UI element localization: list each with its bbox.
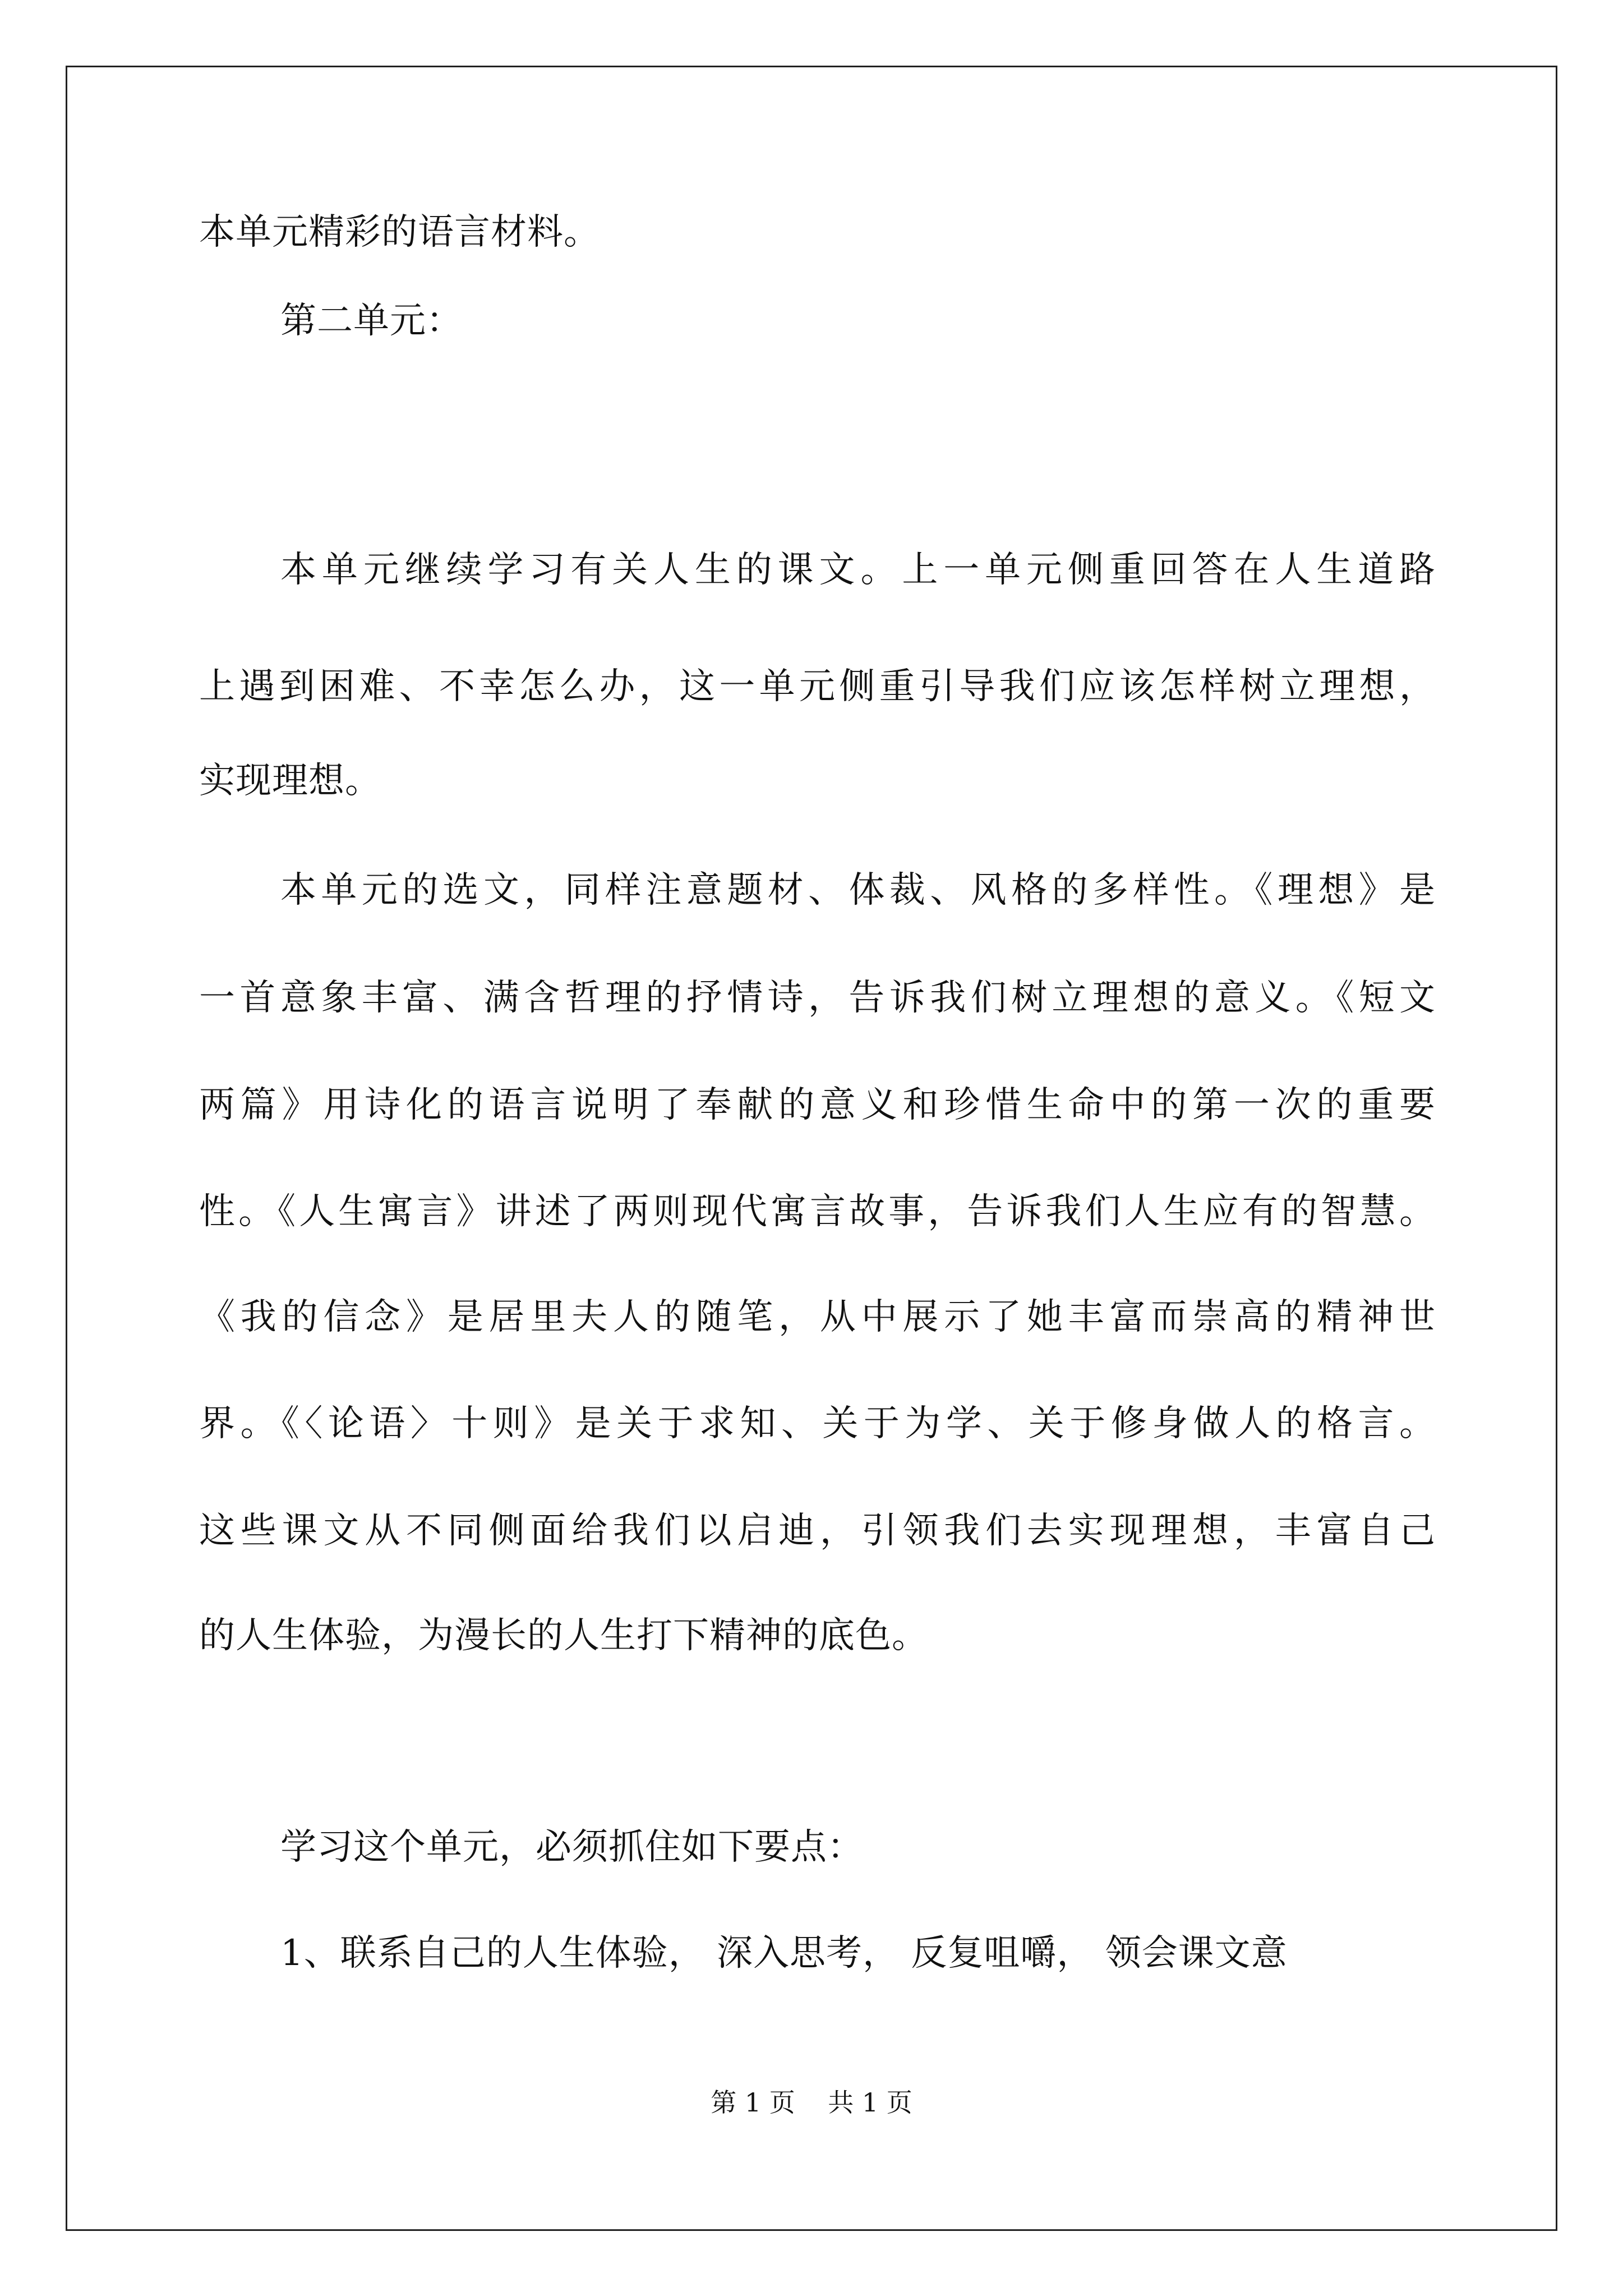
section-heading: 第二单元： [280,300,463,342]
paragraph-line-8: 性。《人生寓言》讲述了两则现代寓言故事，告诉我们人生应有的智慧。 [199,1191,1436,1232]
paragraph-line-6: 一首意象丰富、满含哲理的抒情诗，告诉我们树立理想的意义。《短文 [199,977,1436,1019]
paragraph-line-13: 学习这个单元，必须抓住如下要点： [280,1826,864,1868]
paragraph-line-1: 本单元精彩的语言材料。 [199,211,600,253]
paragraph-line-4: 实现理想。 [199,760,381,802]
paragraph-line-5: 本单元的选文，同样注意题材、体裁、风格的多样性。《理想》是 [280,869,1436,911]
paragraph-line-12: 的人生体验，为漫长的人生打下精神的底色。 [199,1615,928,1657]
page-border [66,66,1557,2231]
page-footer: 第 1 页 共 1 页 [711,2087,912,2118]
paragraph-line-10: 界。《〈论语〉十则》是关于求知、关于为学、关于修身做人的格言。 [199,1403,1436,1444]
paragraph-line-9: 《我的信念》是居里夫人的随笔，从中展示了她丰富而崇高的精神世 [199,1296,1436,1338]
paragraph-line-2: 本单元继续学习有关人生的课文。上一单元侧重回答在人生道路 [280,549,1436,591]
paragraph-line-7: 两篇》用诗化的语言说明了奉献的意义和珍惜生命中的第一次的重要 [199,1084,1436,1126]
paragraph-line-11: 这些课文从不同侧面给我们以启迪，引领我们去实现理想，丰富自己 [199,1510,1436,1552]
paragraph-line-14: 1、联系自己的人生体验， 深入思考， 反复咀嚼， 领会课文意 [280,1932,1288,1974]
paragraph-line-3: 上遇到困难、不幸怎么办，这一单元侧重引导我们应该怎样树立理想， [199,666,1436,707]
